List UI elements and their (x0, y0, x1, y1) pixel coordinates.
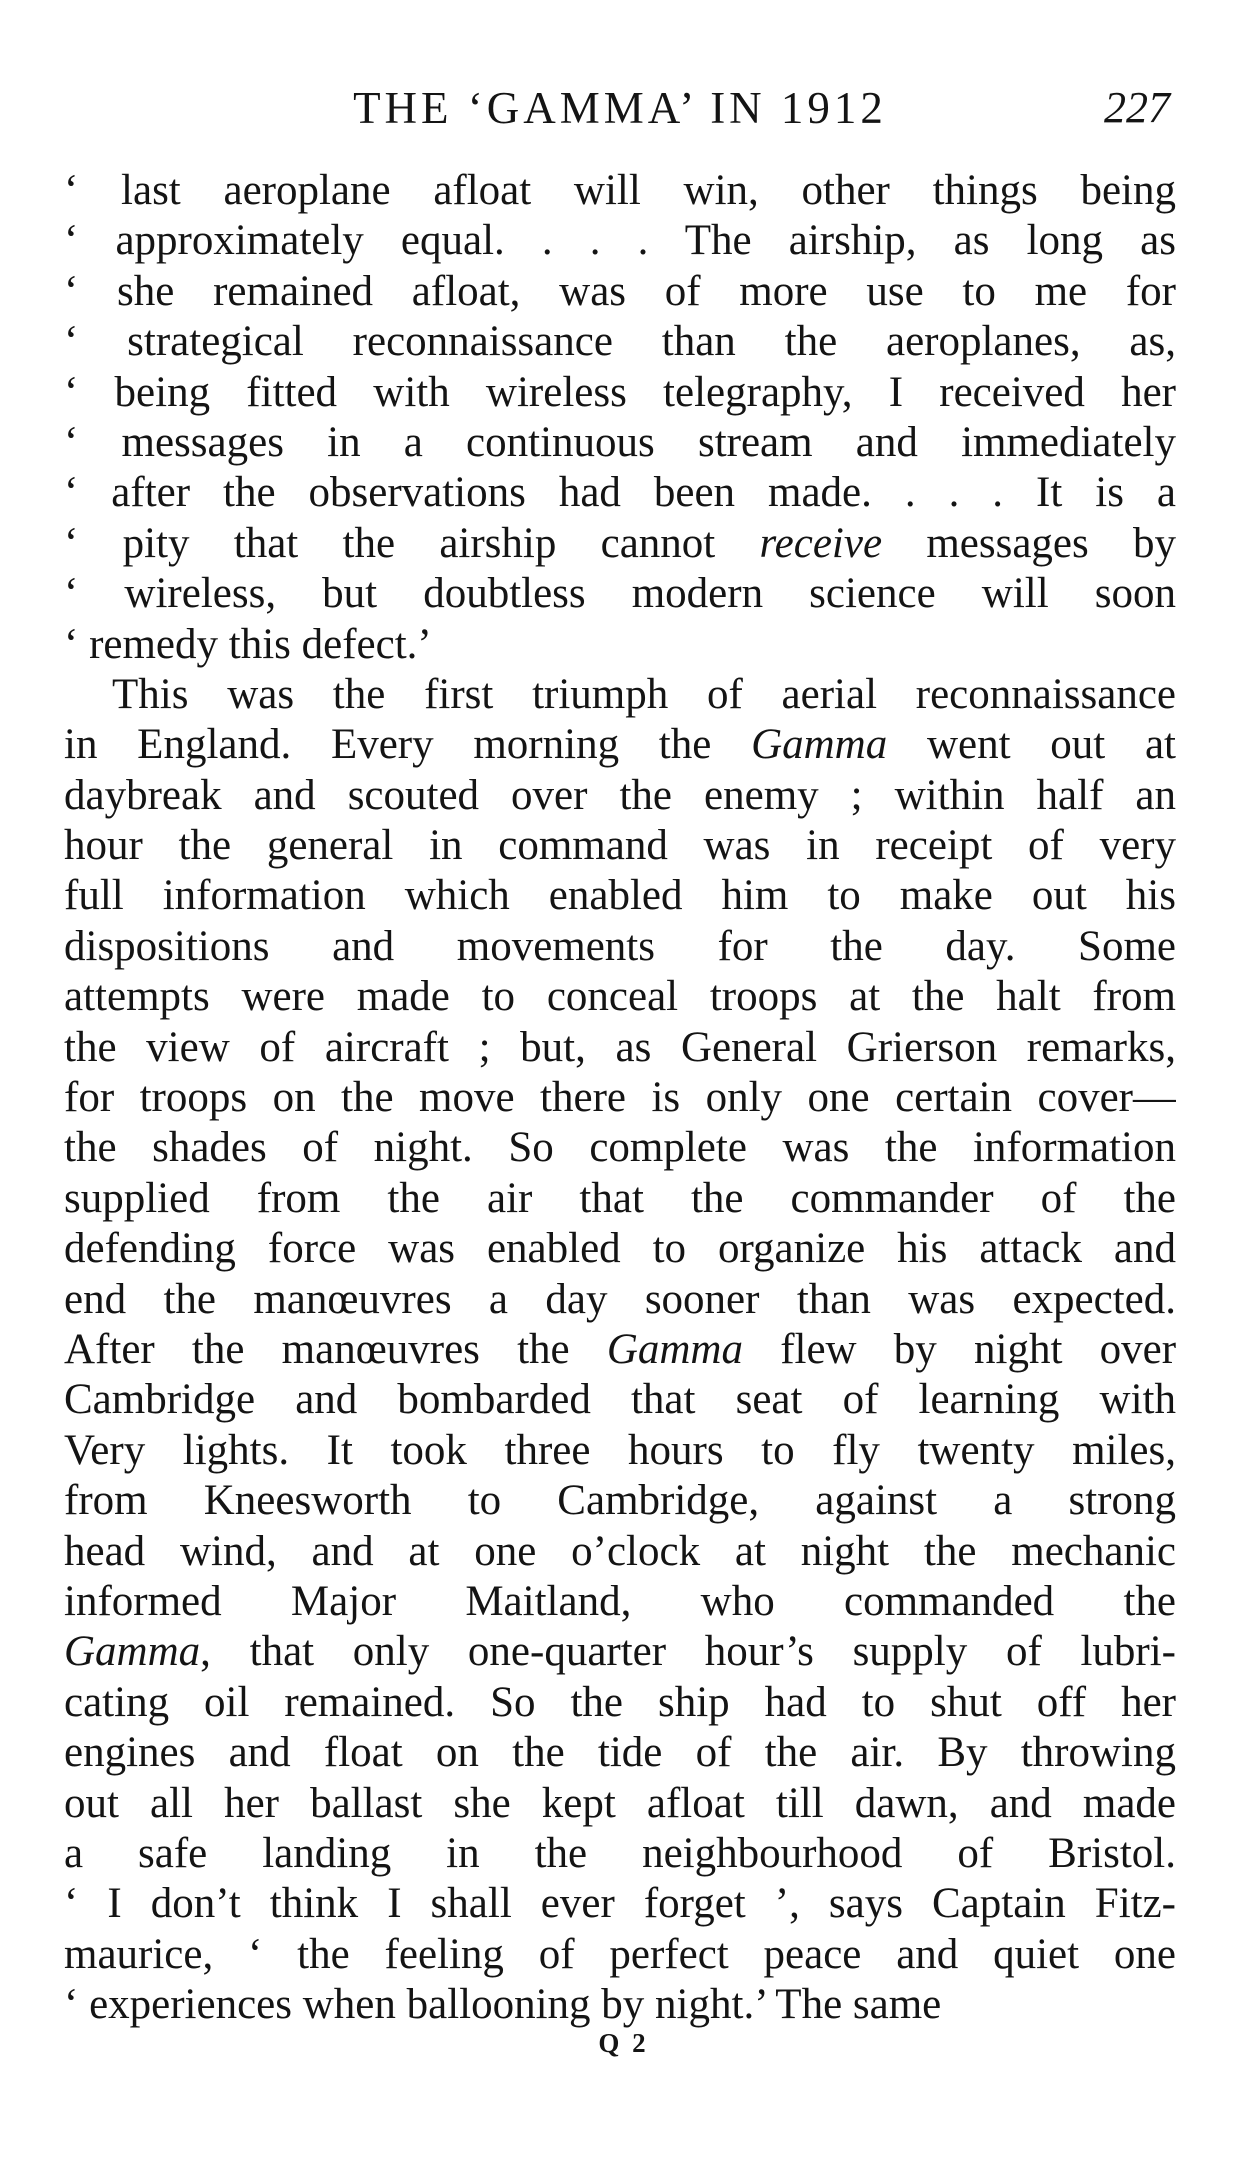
text-segment: daybreak and scouted over the enemy ; within half an (64, 771, 1176, 819)
text-segment: defending force was enabled to organize his attack and (64, 1225, 1176, 1273)
page-number: 227 (1104, 83, 1170, 132)
text-line (64, 1023, 1176, 1073)
running-head (60, 78, 1180, 138)
text-line (64, 1275, 1176, 1325)
text-segment: full information which enabled him to make out his (64, 872, 1176, 920)
text-segment: ‘ being fitted with wireless telegraphy, I received her (64, 368, 1176, 416)
text-line (64, 1426, 1176, 1476)
text-segment: ‘ she remained afloat, was of more use to me for (64, 267, 1176, 315)
body-text (64, 166, 1176, 2030)
text-segment: ‘ strategical reconnaissance than the aeroplanes, as, (64, 318, 1176, 366)
text-line (64, 1577, 1176, 1627)
text-line (64, 519, 1176, 569)
text-line (64, 1829, 1176, 1879)
text-line (64, 771, 1176, 821)
text-segment: Cambridge and bombarded that seat of learning with (64, 1376, 1176, 1424)
text-segment: cating oil remained. So the ship had to shut off her (64, 1678, 1176, 1726)
text-line (64, 1930, 1176, 1980)
text-segment: in England. Every morning the (64, 721, 752, 769)
text-segment: ‘ experiences when ballooning by night.’ The same (64, 1981, 942, 2029)
italic-segment: receive (759, 519, 883, 567)
text-segment: dispositions and movements for the day. Some (64, 922, 1176, 970)
text-segment: Very lights. It took three hours to fly twenty miles, (64, 1426, 1176, 1474)
text-line (64, 1476, 1176, 1526)
text-segment: ‘ after the observations had been made. . . . It is a (64, 469, 1176, 517)
text-line (64, 871, 1176, 921)
printer-signature: Q 2 (598, 2028, 649, 2058)
text-segment: the view of aircraft ; but, as General Grierson remarks, (64, 1023, 1176, 1071)
text-line (64, 1879, 1176, 1929)
text-line (64, 1627, 1176, 1677)
text-segment: head wind, and at one o’clock at night the mechanic (64, 1527, 1176, 1575)
text-segment: ‘ I don’t think I shall ever forget ’, says Captain Fitz- (64, 1880, 1176, 1928)
text-line (64, 1325, 1176, 1375)
text-line (64, 216, 1176, 266)
text-line (64, 1073, 1176, 1123)
text-segment: the shades of night. So complete was the information (64, 1124, 1176, 1172)
text-segment: ‘ wireless, but doubtless modern science will soon (64, 570, 1176, 618)
text-line (64, 620, 1176, 670)
text-segment: ‘ pity that the airship cannot (64, 519, 760, 567)
text-segment: went out at (887, 721, 1176, 769)
text-segment: informed Major Maitland, who commanded the (64, 1577, 1176, 1625)
text-line (64, 1123, 1176, 1173)
text-segment: ‘ messages in a continuous stream and immediately (64, 418, 1176, 466)
text-segment: a safe landing in the neighbourhood of Bristol. (64, 1829, 1176, 1877)
text-line (64, 821, 1176, 871)
text-segment: ‘ last aeroplane afloat will win, other things being (64, 167, 1176, 214)
text-line (64, 670, 1176, 720)
text-line (64, 1527, 1176, 1577)
text-segment: messages by (882, 519, 1176, 567)
text-segment: attempts were made to conceal troops at the halt from (64, 973, 1176, 1021)
text-line (64, 166, 1176, 216)
text-segment: ‘ approximately equal. . . . The airship, as long as (64, 217, 1176, 265)
text-line (64, 569, 1176, 619)
text-segment: end the manœuvres a day sooner than was expected. (64, 1275, 1176, 1323)
text-segment: supplied from the air that the commander of the (64, 1174, 1176, 1222)
text-segment: ‘ remedy this defect.’ (64, 620, 432, 668)
text-segment: This was the first triumph of aerial reconnaissance (112, 670, 1176, 718)
text-line (64, 267, 1176, 317)
text-line (64, 1678, 1176, 1728)
text-segment: maurice, ‘ the feeling of perfect peace and quiet one (64, 1930, 1176, 1978)
text-line (64, 317, 1176, 367)
text-segment: out all her ballast she kept afloat till dawn, and made (64, 1779, 1176, 1827)
text-line (64, 1174, 1176, 1224)
text-segment: for troops on the move there is only one certain cover— (64, 1074, 1176, 1122)
text-segment: hour the general in command was in receipt of very (64, 822, 1176, 870)
text-segment: from Kneesworth to Cambridge, against a strong (64, 1477, 1176, 1525)
text-line (64, 1224, 1176, 1274)
text-line (64, 720, 1176, 770)
italic-segment: Gamma (751, 721, 888, 769)
text-line (64, 1728, 1176, 1778)
text-segment: flew by night over (743, 1325, 1176, 1373)
text-line (64, 1980, 1176, 2030)
text-segment: engines and float on the tide of the air. By throwing (64, 1729, 1176, 1777)
text-line (64, 1779, 1176, 1829)
text-line (64, 368, 1176, 418)
text-line (64, 468, 1176, 518)
text-line (64, 972, 1176, 1022)
text-segment: , that only one-quarter hour’s supply of lubri- (200, 1628, 1176, 1676)
italic-segment: Gamma (606, 1325, 743, 1373)
italic-segment: Gamma (64, 1628, 201, 1676)
text-line (64, 1375, 1176, 1425)
text-line (64, 418, 1176, 468)
running-title: THE ‘GAMMA’ IN 1912 (353, 83, 887, 133)
text-line (64, 922, 1176, 972)
text-segment: After the manœuvres the (64, 1325, 607, 1373)
